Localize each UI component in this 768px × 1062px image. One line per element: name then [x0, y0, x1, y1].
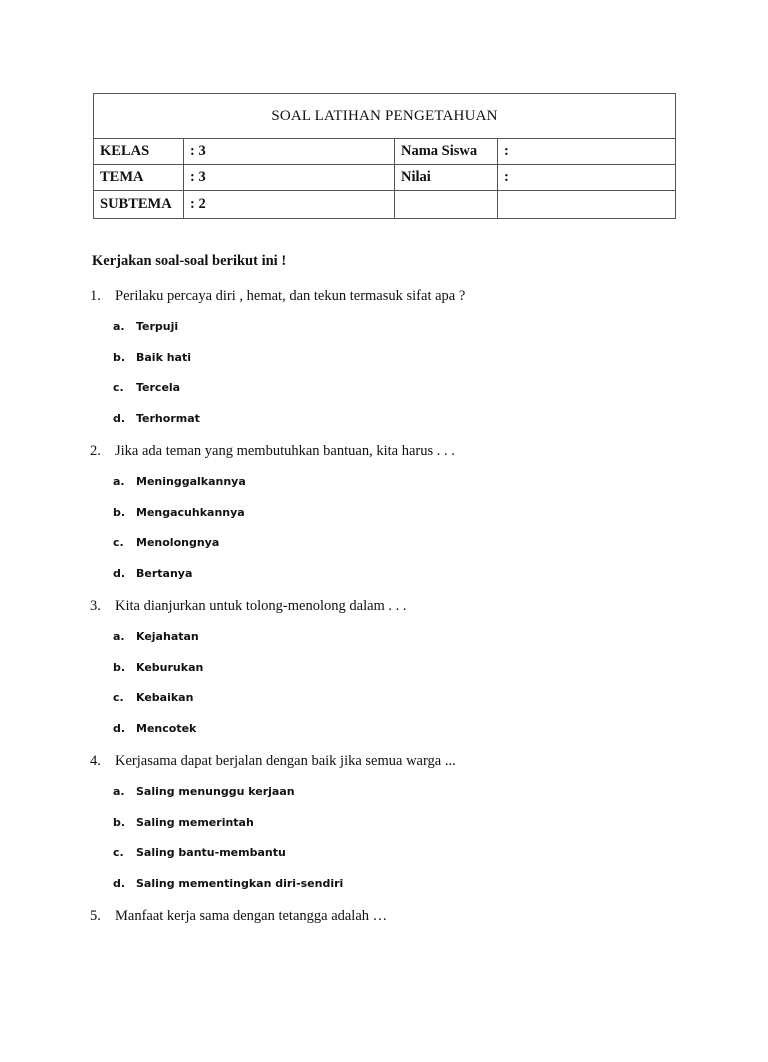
- question-number: 1.: [90, 288, 101, 304]
- question-list: [90, 287, 730, 1062]
- header-table: [93, 93, 676, 219]
- option-text: Kejahatan: [136, 630, 199, 643]
- option-text: Terpuji: [136, 320, 179, 333]
- question-item: [90, 752, 730, 907]
- question-text-line: [90, 907, 730, 939]
- answer-option: [90, 815, 730, 846]
- answer-option: [90, 350, 730, 381]
- question-text: Manfaat kerja sama dengan tetangga adalah …: [115, 908, 388, 924]
- answer-option: [90, 690, 730, 721]
- option-text: Meninggalkannya: [136, 475, 246, 488]
- empty-cell: [395, 191, 498, 219]
- question-text-line: [90, 752, 730, 784]
- option-text: Keburukan: [136, 660, 204, 674]
- question-item: [90, 442, 730, 597]
- option-letter: d.: [113, 411, 126, 425]
- question-number: 5.: [90, 908, 101, 924]
- question-number: 4.: [90, 753, 101, 769]
- question-item: [90, 907, 730, 1062]
- answer-option: [90, 876, 730, 907]
- answer-option: [90, 566, 730, 597]
- option-letter: d.: [113, 721, 126, 735]
- option-text: Saling bantu-membantu: [136, 846, 286, 859]
- question-number: 3.: [90, 598, 101, 614]
- option-text: Baik hati: [136, 350, 192, 364]
- nama-siswa-value: :: [498, 139, 676, 165]
- question-text: Jika ada teman yang membutuhkan bantuan, kita harus . . .: [115, 443, 455, 459]
- question-text: Perilaku percaya diri , hemat, dan tekun termasuk sifat apa ?: [115, 288, 466, 304]
- option-text: Mencotek: [136, 721, 197, 735]
- question-text-line: [90, 597, 730, 629]
- kelas-value: : 3: [184, 139, 395, 165]
- tema-label: TEMA: [94, 165, 184, 191]
- answer-option: [90, 845, 730, 876]
- question-text: Kerjasama dapat berjalan dengan baik jika semua warga ...: [115, 753, 456, 769]
- answer-option: [90, 411, 730, 442]
- option-text: Saling mementingkan diri-sendiri: [136, 876, 344, 890]
- option-letter: d.: [113, 876, 126, 890]
- option-letter: b.: [113, 815, 126, 829]
- option-letter: a.: [113, 785, 125, 798]
- question-text-line: [90, 287, 730, 319]
- answer-option: [90, 474, 730, 505]
- empty-cell: [498, 191, 676, 219]
- nilai-value: :: [498, 165, 676, 191]
- option-text: Tercela: [136, 381, 181, 394]
- option-letter: c.: [113, 846, 124, 859]
- instruction: Kerjakan soal-soal berikut ini !: [92, 253, 287, 269]
- tema-value: : 3: [184, 165, 395, 191]
- question-text-line: [90, 442, 730, 474]
- option-letter: a.: [113, 630, 125, 643]
- option-letter: b.: [113, 350, 126, 364]
- answer-option: [90, 721, 730, 752]
- answer-option: [90, 505, 730, 536]
- option-letter: d.: [113, 566, 126, 580]
- option-letter: c.: [113, 536, 124, 549]
- option-text: Menolongnya: [136, 536, 220, 549]
- nama-siswa-label: Nama Siswa: [395, 139, 498, 165]
- question-number: 2.: [90, 443, 101, 459]
- option-letter: c.: [113, 691, 124, 704]
- option-letter: a.: [113, 320, 125, 333]
- document-title: SOAL LATIHAN PENGETAHUAN: [94, 94, 676, 139]
- option-text: Kebaikan: [136, 691, 194, 704]
- subtema-label: SUBTEMA: [94, 191, 184, 219]
- option-text: Saling memerintah: [136, 815, 254, 829]
- answer-option: [90, 319, 730, 350]
- option-text: Saling menunggu kerjaan: [136, 785, 295, 798]
- kelas-label: KELAS: [94, 139, 184, 165]
- question-text: Kita dianjurkan untuk tolong-menolong dalam . . .: [115, 598, 407, 614]
- option-text: Terhormat: [136, 411, 200, 425]
- answer-option: [90, 660, 730, 691]
- option-letter: b.: [113, 660, 126, 674]
- option-letter: a.: [113, 475, 125, 488]
- question-item: [90, 597, 730, 752]
- option-text: Mengacuhkannya: [136, 505, 245, 519]
- answer-option: [90, 784, 730, 815]
- answer-option: [90, 535, 730, 566]
- answer-option: [90, 380, 730, 411]
- option-letter: c.: [113, 381, 124, 394]
- subtema-value: : 2: [184, 191, 395, 219]
- option-letter: b.: [113, 505, 126, 519]
- option-text: Bertanya: [136, 566, 193, 580]
- question-item: [90, 287, 730, 442]
- answer-option: [90, 629, 730, 660]
- nilai-label: Nilai: [395, 165, 498, 191]
